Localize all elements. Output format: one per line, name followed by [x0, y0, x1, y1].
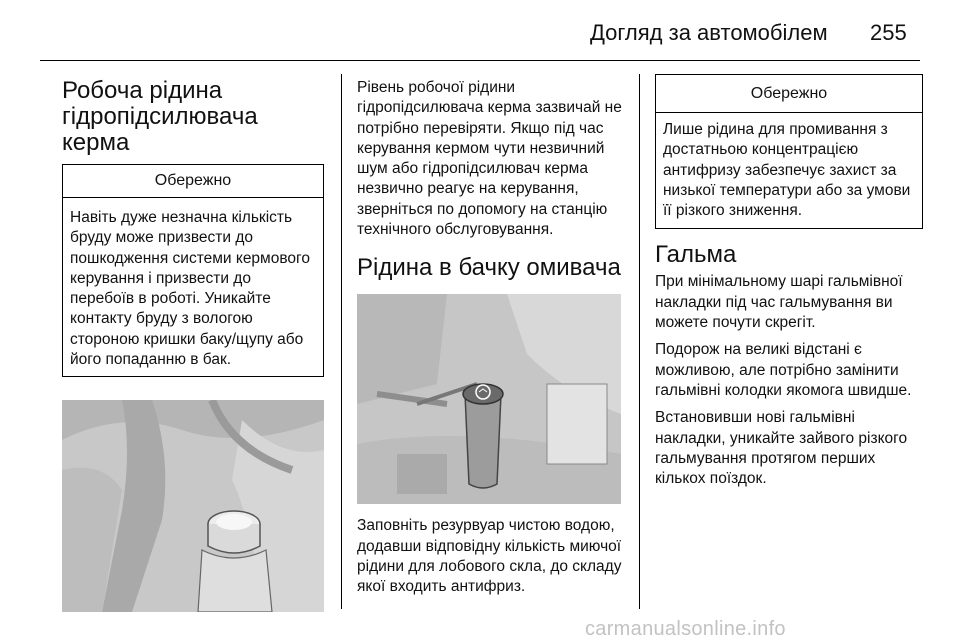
power-steering-reservoir-photo	[62, 400, 324, 612]
brakes-paragraph: При мінімальному шарі гальмівної накладки під час гальмування ви можете почути скрегіт.	[655, 273, 903, 332]
section-title-washer-fluid: Рідина в бачку омивача	[357, 254, 621, 282]
middle-column	[357, 74, 625, 598]
section-title-line: гідропідсилювача керма	[62, 103, 258, 156]
column-divider	[341, 74, 342, 609]
section-title-brakes: Гальма	[655, 241, 737, 269]
warning-box	[655, 74, 923, 229]
warning-text: Лише рідина для промивання з достатньою концентрацією антифризу забезпечує захист за низької температури або за умови її різкого зниження.	[663, 121, 911, 220]
page-number: 255	[870, 20, 907, 45]
column-divider	[639, 74, 640, 609]
warning-box	[62, 164, 324, 377]
warning-text: Навіть дуже незначна кількість бруду може призвести до пошкодження системи кермового керування і призвести до перебоїв в роботі. Уникайте контакту бруду з вологою стороною кришки баку/щупу або його попаданню в бак.	[70, 209, 310, 369]
section-title-line: Робоча рідина	[62, 77, 223, 104]
warning-heading: Обережно	[63, 165, 323, 198]
right-column	[655, 74, 923, 489]
washer-reservoir-photo	[357, 294, 621, 504]
running-header-title: Догляд за автомобілем	[590, 20, 828, 45]
washer-fill-instructions: Заповніть резурвуар чистою водою, додавши відповідну кількість миючої рідини для лобового скла, до складу якої входить антифриз.	[357, 517, 622, 596]
section-title-power-steering	[62, 78, 324, 156]
power-steering-level-text: Рівень робочої рідини гідропідсилювача керма зазвичай не потрібно перевіряти. Якщо під час керування кермом чути незвичний шум або гідропідсилювач керма незвично реагує на керування, зверніться по допомогу на станцію технічного обслуговування.	[357, 79, 622, 239]
brakes-paragraph: Встановивши нові гальмівні накладки, уникайте зайвого різкого гальмування протягом перших кількох поїздок.	[655, 409, 908, 488]
watermark: carmanualsonline.info	[585, 618, 786, 640]
warning-heading: Обережно	[656, 75, 922, 113]
left-column	[62, 74, 324, 612]
brakes-paragraph: Подорож на великі відстані є можливою, але потрібно замінити гальмівні колодки якомога швидше.	[655, 341, 912, 399]
header-divider	[40, 60, 920, 61]
